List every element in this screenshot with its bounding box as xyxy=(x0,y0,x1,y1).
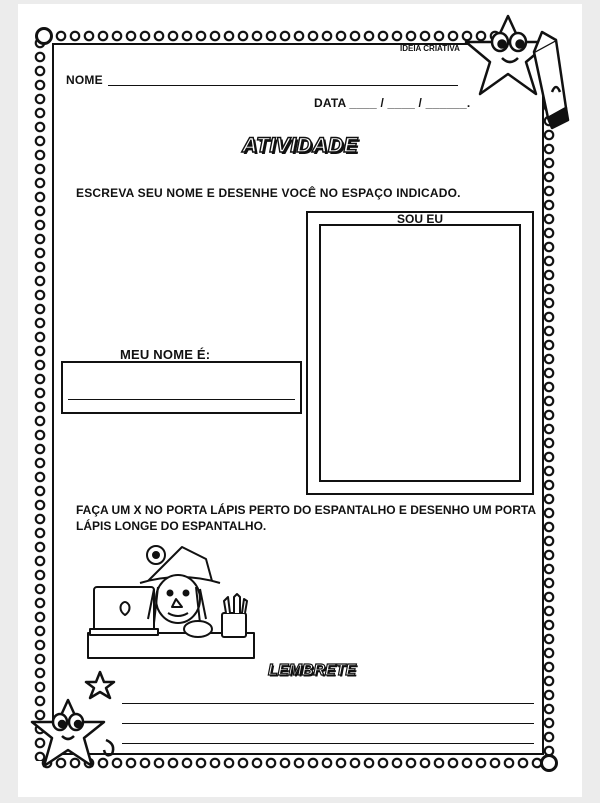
activity-title: ATIVIDADE xyxy=(241,134,359,157)
reminder-line-1[interactable] xyxy=(122,703,534,704)
reminder-title: LEMBRETE xyxy=(268,662,356,679)
name-label: NOME xyxy=(66,73,103,87)
my-name-box[interactable] xyxy=(61,361,302,414)
pencil-holder-icon xyxy=(222,613,246,637)
self-portrait-drawing-area[interactable] xyxy=(319,224,521,482)
brand-label: IDEIA CRIATIVA xyxy=(400,44,460,53)
date-label: DATA ____ / ____ / ______. xyxy=(314,96,471,110)
star-mascot-icon xyxy=(462,12,574,136)
reminder-line-2[interactable] xyxy=(122,723,534,724)
scarecrow-scene-icon xyxy=(86,533,258,663)
reminder-line-3[interactable] xyxy=(122,743,534,744)
corner-ring-top-left xyxy=(35,27,53,45)
instruction-draw-yourself: ESCREVA SEU NOME E DESENHE VOCÊ NO ESPAÇO INDICADO. xyxy=(76,186,461,200)
self-portrait-label: SOU EU xyxy=(396,212,443,226)
dotted-border-right xyxy=(543,100,555,760)
instruction-pencil-holder: FAÇA UM X NO PORTA LÁPIS PERTO DO ESPANTALHO E DESENHO UM PORTA LÁPIS LONGE DO ESPANTALHO. xyxy=(76,503,536,533)
pencil-icon xyxy=(534,32,568,128)
dotted-border-top xyxy=(40,30,500,42)
my-name-write-line xyxy=(68,399,295,400)
name-input-line[interactable] xyxy=(108,85,458,86)
corner-ring-bottom-right xyxy=(540,754,558,772)
my-name-label: MEU NOME É: xyxy=(120,347,211,362)
small-star-mascot-icon xyxy=(28,670,124,780)
dotted-border-left xyxy=(34,36,46,761)
